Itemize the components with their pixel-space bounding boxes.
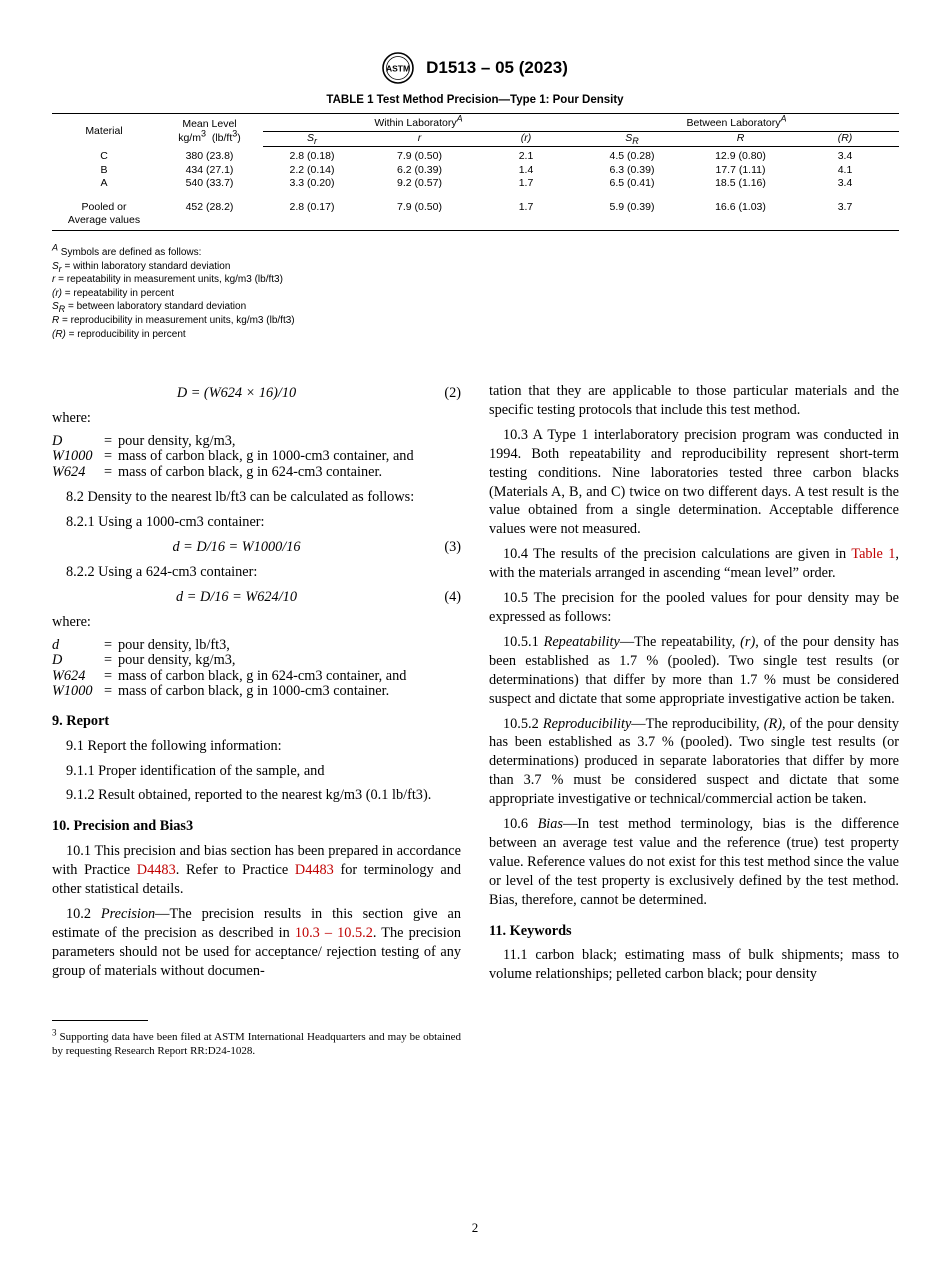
definitions-2 (52, 638, 461, 700)
para-10-1: 10.1 This precision and bias section has been prepared in accordance with Practice D4483. Refer to Practice D4483 for terminology and other statistical details. (52, 843, 461, 898)
definition-item: W1000 = mass of carbon black, g in 1000-cm3 container. (52, 683, 390, 700)
link-section-10-3[interactable]: 10.3 – 10.5.2 (294, 924, 373, 941)
link-d4483[interactable]: D4483 (294, 862, 334, 879)
para-10-6: 10.6 Bias—In test method terminology, bias is the difference between an average test value and the reference (true) test property value. Reference values do not exist for this test method since the value or level of the test property is exclusively defined by the test method. Bias, therefore, cannot be determined. (489, 816, 900, 908)
precision-table (52, 113, 899, 231)
para-10-3: 10.3 A Type 1 interlaboratory precision program was conducted in 1994. Both repeatability and reproducibility represent short-term testing conditions. Nine laboratories tested three carbon blacks (Materials A, B, and C) twice on two different days. A test result is the value obtained from a single determination. Acceptable difference values were not measured. (489, 426, 899, 538)
definitions-1 (52, 434, 461, 481)
col-sr: $S_r$ (263, 131, 361, 147)
page-number: 2 (471, 1220, 479, 1235)
page-header (0, 52, 950, 84)
table-row: C 380 (23.8) 2.8 (0.18) 7.9 (0.50) 2.1 4.5 (0.28) 12.9 (0.80) 3.4 (100, 149, 853, 162)
col-r: r (361, 131, 478, 147)
para-10-5-2: 10.5.2 Reproducibility—The reproducibility, (R), of the pour density has been established as 3.7 % (pooled). Two single test results (or determinations) produced in separate laboratories that differ by more than 3.7 % must be considered suspect and dictate that some appropriate investigative or technical/commercial action be taken. (489, 715, 899, 808)
right-column (489, 382, 899, 990)
link-d4483[interactable]: D4483 (136, 862, 176, 879)
left-column (52, 382, 461, 987)
logo-text: ASTM (386, 63, 411, 74)
col-sR: $S_R$ (574, 131, 690, 147)
para-11-1: 11.1 carbon black; estimating mass of bulk shipments; mass to volume relationships; pelleted carbon black; pour density (489, 947, 899, 983)
within-lab-header: Within Laboratory$^A$ (263, 114, 574, 132)
definition-item: D = pour density, kg/m3, (52, 432, 236, 449)
section-9-heading: 9. Report (52, 712, 110, 729)
para-9-1: 9.1 Report the following information: (66, 737, 282, 754)
equation-2: D = (W624 × 16)/10 (2) (176, 385, 461, 401)
where-label: where: (52, 409, 91, 426)
col-material: Material (52, 114, 156, 147)
definition-item: W624 = mass of carbon black, g in 624-cm3 container, and (52, 667, 407, 684)
definition-item: d = pour density, lb/ft3, (52, 636, 230, 653)
para-8-2-2: 8.2.2 Using a 624-cm3 container: (66, 564, 258, 581)
para-continuation: tation that they are applicable to those particular materials and the specific testing protocols that include this test method. (489, 383, 899, 418)
footnote-divider (52, 1020, 148, 1021)
para-10-2: 10.2 Precision—The precision results in this section give an estimate of the precision as described in 10.3 – 10.5.2. The precision parameters should not be used for acceptance/ rejection testing of any group of materials without documen- (52, 906, 462, 979)
definition-item: W1000 = mass of carbon black, g in 1000-cm3 container, and (52, 448, 414, 465)
col-mean-level: Mean Level $kg/m^3$ $(lb/ft^3)$ (156, 114, 263, 147)
section-11-heading: 11. Keywords (489, 922, 572, 939)
where-label-2: where: (52, 613, 91, 630)
table-row: B 434 (27.1) 2.2 (0.14) 6.2 (0.39) 1.4 6.3 (0.39) 17.7 (1.11) 4.1 (100, 163, 853, 176)
section-10-heading: 10. Precision and Bias3 (52, 818, 194, 835)
para-10-4: 10.4 The results of the precision calculations are given in Table 1, with the materials arranged in ascending “mean level” order. (489, 546, 899, 582)
equation-3: d = D/16 = W1000/16 (3) (172, 539, 461, 556)
definition-item: D = pour density, kg/m3, (52, 652, 236, 669)
para-9-1-2: 9.1.2 Result obtained, reported to the nearest kg/m3 (0.1 lb/ft3). (66, 787, 432, 804)
col-R: R (690, 131, 791, 147)
equation-4: d = D/16 = W624/10 (4) (176, 588, 461, 605)
para-8-2-1: 8.2.1 Using a 1000-cm3 container: (66, 514, 265, 531)
document-id: D1513 – 05 (2023) (426, 58, 568, 77)
col-R-percent: (R) (791, 131, 899, 147)
footnote-3: $^3$ Supporting data have been filed at ASTM International Headquarters and may be obtained by requesting Research Report RR:D24-1028. (52, 1027, 461, 1058)
para-8-2: 8.2 Density to the nearest lb/ft3 can be calculated as follows: (66, 489, 415, 506)
table-caption: TABLE 1 Test Method Precision—Type 1: Pour Density (326, 94, 624, 106)
table-row: A 540 (33.7) 3.3 (0.20) 9.2 (0.57) 1.7 6.5 (0.41) 18.5 (1.16) 3.4 (100, 177, 853, 189)
between-lab-header: Between Laboratory$^A$ (574, 114, 899, 132)
definition-item: W624 = mass of carbon black, g in 624-cm3 container. (52, 463, 383, 480)
table-footnotes: $^A$ Symbols are defined as follows: $S_r$ = within laboratory standard deviation r = repeatability in measurement units, kg/m3 (lb/ft3) (r) = repeatability in percent $S_R$ = between laboratory standard deviation R = reproducibility in measurement units, kg/m3 (lb/ft3) (R) = reproducibility in percent (52, 242, 295, 340)
astm-logo-icon (382, 52, 414, 84)
para-10-5-1: 10.5.1 Repeatability—The repeatability, (r), of the pour density has been established as 1.7 % (pooled). Two single test results (or determinations) that differ by more than 1.7 % must be considered suspect and dictate that some appropriate investigative action be taken. (489, 633, 899, 707)
para-9-1-1: 9.1.1 Proper identification of the sample, and (66, 762, 325, 779)
link-table-1[interactable]: Table 1 (851, 546, 896, 563)
table-row-pooled: Pooled or 452 (28.2) 2.8 (0.17) 7.9 (0.50) 1.7 5.9 (0.39) 16.6 (1.03) 3.7 (81, 200, 853, 213)
table-row-pooled-cont: Average values (52, 214, 899, 230)
col-r-percent: (r) (478, 131, 574, 147)
para-10-5: 10.5 The precision for the pooled values for pour density may be expressed as follows: (489, 590, 899, 625)
